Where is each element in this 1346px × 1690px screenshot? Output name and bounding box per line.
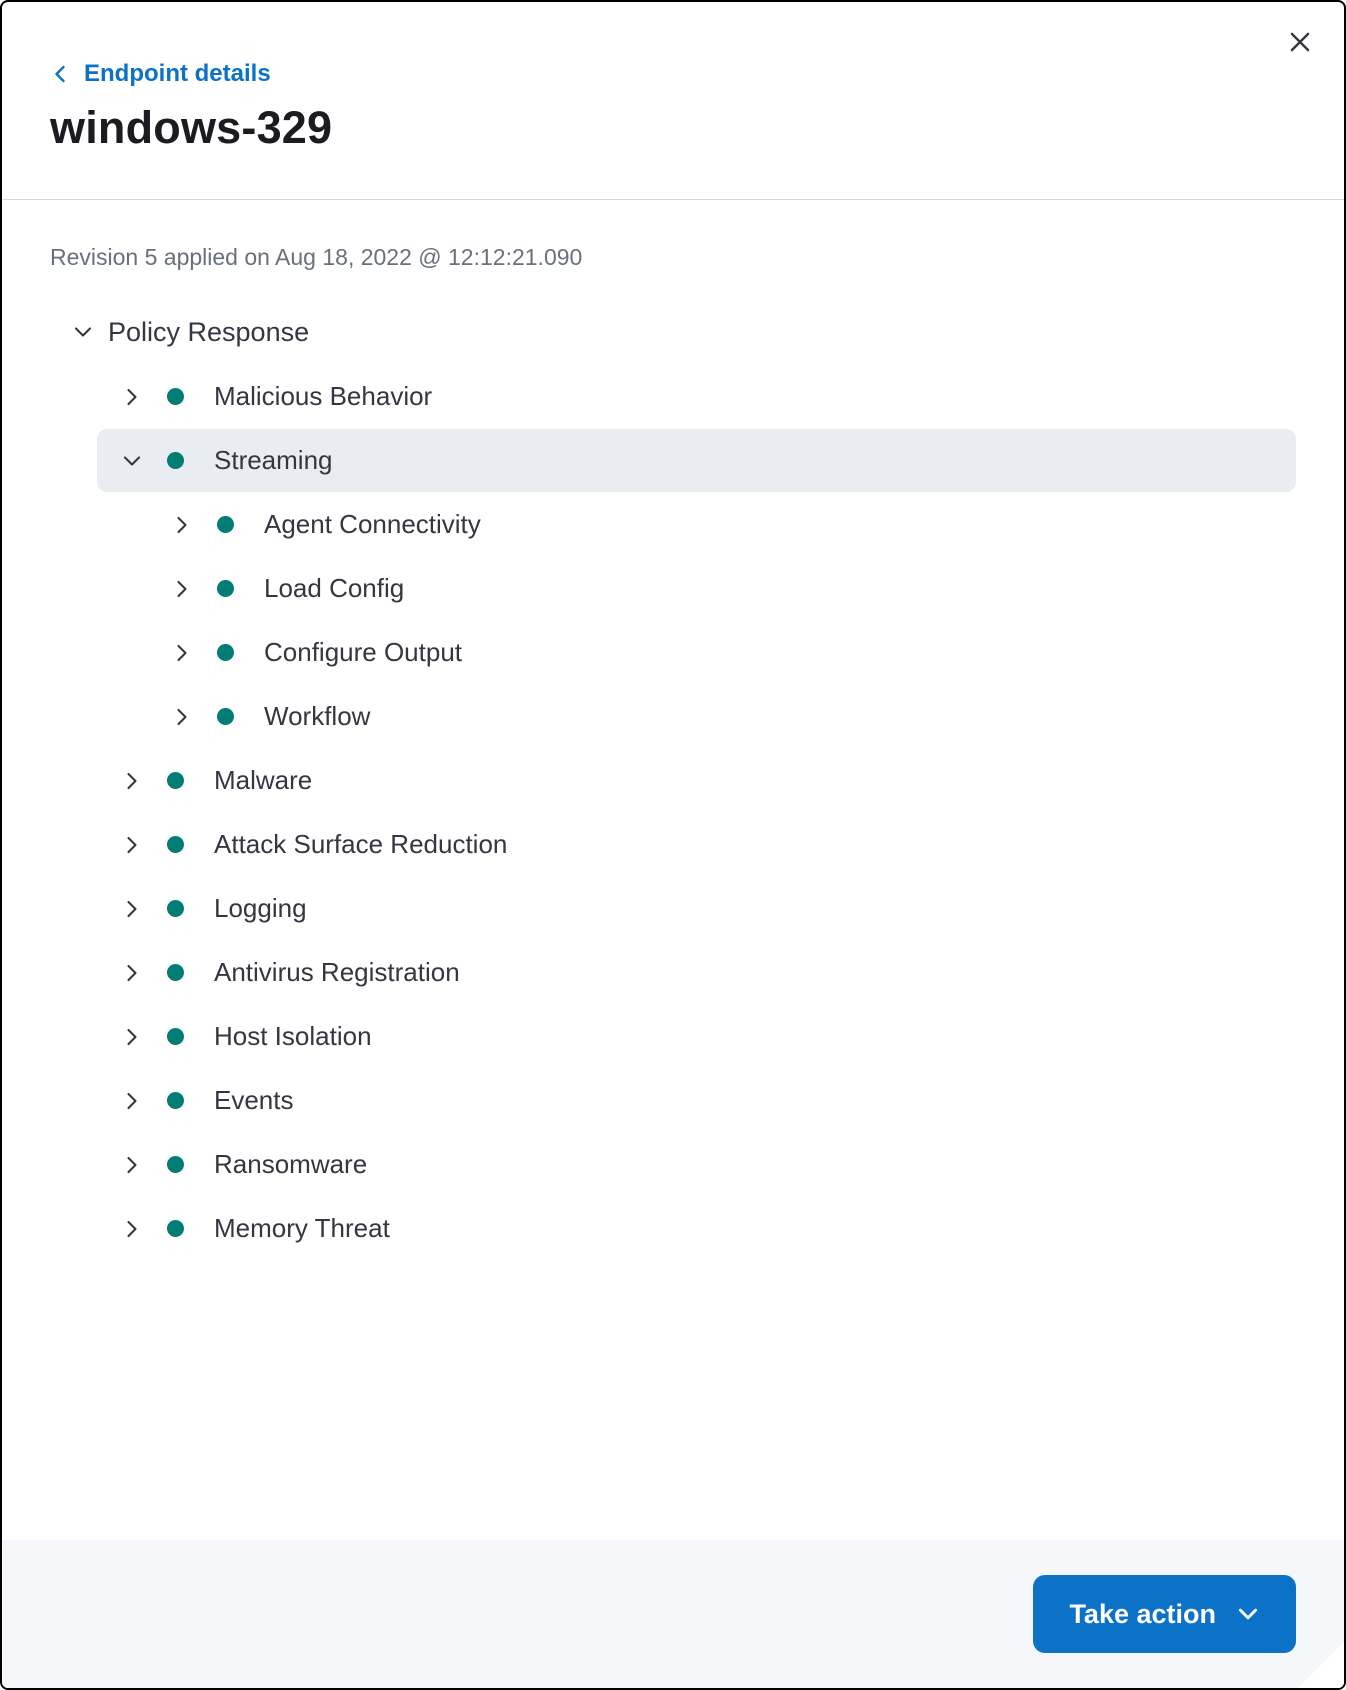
status-dot bbox=[167, 964, 184, 981]
status-dot bbox=[167, 1028, 184, 1045]
status-dot bbox=[167, 900, 184, 917]
tree-item-host-isolation[interactable] bbox=[97, 1005, 1296, 1068]
tree-item-ransomware[interactable] bbox=[97, 1133, 1296, 1196]
tree-item-label: Configure Output bbox=[264, 637, 463, 667]
tree-item-label: Agent Connectivity bbox=[264, 509, 481, 539]
chevron-right-icon[interactable] bbox=[121, 1154, 143, 1176]
chevron-right-icon[interactable] bbox=[121, 898, 143, 920]
tree-item-agent-connectivity[interactable] bbox=[97, 493, 1296, 556]
chevron-down-icon bbox=[1236, 1602, 1260, 1626]
tree-item-label: Antivirus Registration bbox=[214, 957, 460, 987]
tree-item-memory-threat[interactable] bbox=[97, 1197, 1296, 1260]
chevron-left-icon bbox=[50, 63, 72, 85]
status-dot bbox=[167, 1220, 184, 1237]
tree-item-attack-surface-reduction[interactable] bbox=[97, 813, 1296, 876]
status-dot bbox=[167, 1156, 184, 1173]
tree-item-malware[interactable] bbox=[97, 749, 1296, 812]
status-dot bbox=[217, 644, 234, 661]
status-dot bbox=[217, 708, 234, 725]
page-title: windows-329 bbox=[50, 102, 333, 153]
status-dot bbox=[167, 836, 184, 853]
status-dot bbox=[167, 1092, 184, 1109]
chevron-down-icon[interactable] bbox=[121, 450, 143, 472]
policy-response-tree bbox=[50, 309, 1296, 1260]
flyout-header bbox=[2, 2, 1344, 200]
revision-text: Revision 5 applied on Aug 18, 2022 @ 12:12:21.090 bbox=[50, 244, 583, 270]
tree-item-label: Host Isolation bbox=[214, 1021, 372, 1051]
status-dot bbox=[167, 452, 184, 469]
tree-item-label: Malware bbox=[214, 765, 313, 795]
status-dot bbox=[167, 772, 184, 789]
tree-root-label: Policy Response bbox=[108, 316, 310, 347]
tree-item-label: Malicious Behavior bbox=[214, 381, 433, 411]
tree-item-configure-output[interactable] bbox=[97, 621, 1296, 684]
chevron-right-icon[interactable] bbox=[121, 1218, 143, 1240]
back-link-label: Endpoint details bbox=[84, 60, 271, 87]
tree-item-label: Events bbox=[214, 1085, 294, 1115]
status-dot bbox=[167, 388, 184, 405]
chevron-right-icon[interactable] bbox=[121, 770, 143, 792]
flyout-body bbox=[2, 200, 1344, 1540]
tree-item-label: Load Config bbox=[264, 573, 405, 603]
close-icon bbox=[1285, 27, 1315, 57]
status-dot bbox=[217, 580, 234, 597]
tree-item-workflow[interactable] bbox=[97, 685, 1296, 748]
take-action-label: Take action bbox=[1069, 1598, 1216, 1629]
chevron-right-icon[interactable] bbox=[171, 706, 193, 728]
status-dot bbox=[217, 516, 234, 533]
tree-item-label: Memory Threat bbox=[214, 1213, 390, 1243]
chevron-right-icon[interactable] bbox=[121, 1090, 143, 1112]
tree-item-events[interactable] bbox=[97, 1069, 1296, 1132]
chevron-right-icon[interactable] bbox=[121, 834, 143, 856]
tree-item-logging[interactable] bbox=[97, 877, 1296, 940]
tree-item-streaming[interactable] bbox=[97, 429, 1296, 492]
tree-item-label: Workflow bbox=[264, 701, 371, 731]
chevron-down-icon[interactable] bbox=[72, 321, 94, 343]
take-action-button[interactable] bbox=[1033, 1575, 1296, 1653]
tree-item-label: Streaming bbox=[214, 445, 333, 475]
tree-items bbox=[50, 365, 1296, 1260]
chevron-right-icon[interactable] bbox=[171, 578, 193, 600]
tree-item-label: Attack Surface Reduction bbox=[214, 829, 508, 859]
chevron-right-icon[interactable] bbox=[171, 514, 193, 536]
tree-item-policy-response[interactable] bbox=[50, 309, 1296, 355]
tree-item-malicious-behavior[interactable] bbox=[97, 365, 1296, 428]
chevron-right-icon[interactable] bbox=[121, 962, 143, 984]
back-link[interactable] bbox=[50, 60, 271, 88]
chevron-right-icon[interactable] bbox=[121, 386, 143, 408]
chevron-right-icon[interactable] bbox=[121, 1026, 143, 1048]
chevron-right-icon[interactable] bbox=[171, 642, 193, 664]
flyout-footer bbox=[2, 1540, 1344, 1688]
tree-item-label: Ransomware bbox=[214, 1149, 368, 1179]
tree-item-antivirus-registration[interactable] bbox=[97, 941, 1296, 1004]
tree-item-label: Logging bbox=[214, 893, 307, 923]
tree-item-load-config[interactable] bbox=[97, 557, 1296, 620]
close-button[interactable] bbox=[1278, 20, 1322, 64]
